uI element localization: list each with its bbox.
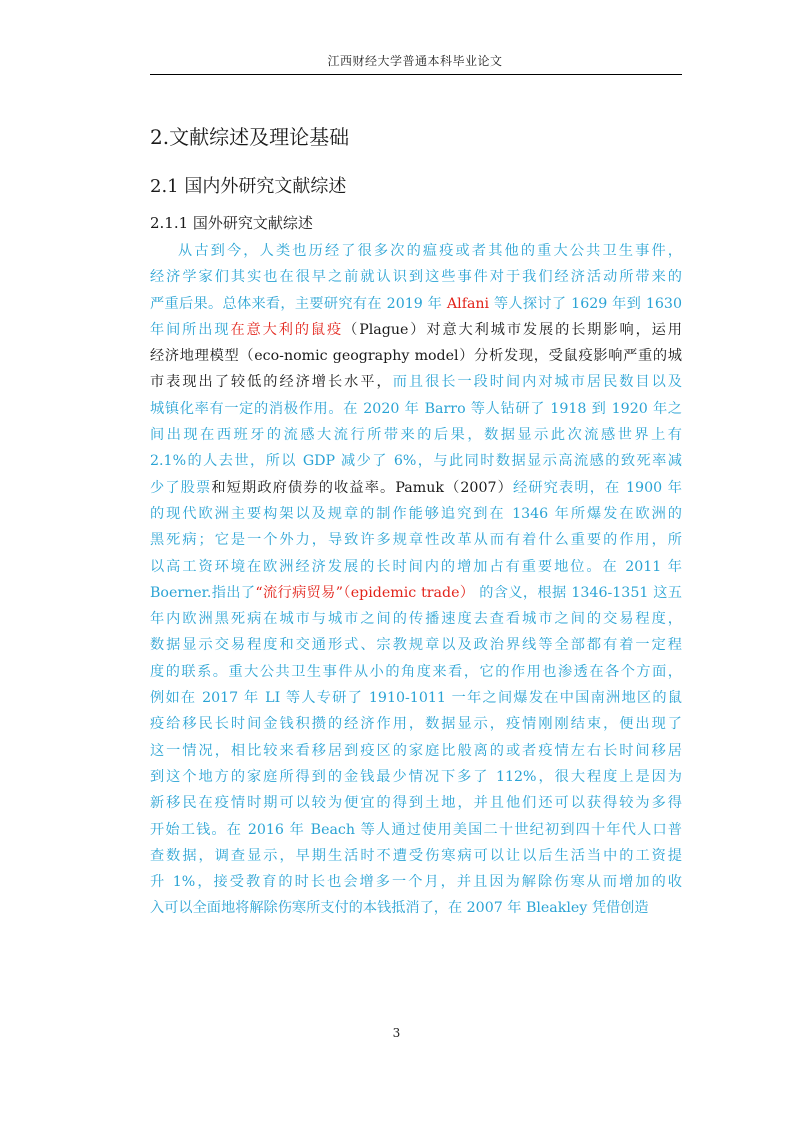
text-line [150, 238, 682, 264]
text-line [150, 895, 682, 921]
text-line [150, 685, 682, 711]
text-run: 的现代欧洲主要构架以及规章的制作能够追究到在 1346 年所爆发在欧洲的 [150, 505, 682, 522]
text-line [150, 580, 682, 606]
text-run: 入可以全面地将解除伤寒所支付的本钱抵消了，在 2007 年 Bleakley 凭借创造 [150, 900, 649, 917]
text-run: 黑死病；它是一个外力，导致许多规章性改革从而有着什么重要的作用，所 [150, 532, 682, 549]
body-paragraph [150, 238, 682, 922]
text-line [150, 475, 682, 501]
text-run: 的含义，根据 1346-1351 这五 [474, 584, 682, 601]
text-line [150, 422, 682, 448]
text-run: 年间所出现 [150, 321, 231, 338]
text-run: 严重后果。总体来看，主要研究有在 2019 年 [150, 295, 447, 312]
text-line [150, 632, 682, 658]
text-line [150, 501, 682, 527]
text-run: 经研究表明，在 1900 年 [513, 479, 682, 496]
text-run: 而且很长一段时间内对城市居民数目以及 [392, 374, 682, 391]
text-line [150, 869, 682, 895]
text-line [150, 554, 682, 580]
text-run: 等人探讨了 1629 年到 1630 [489, 295, 682, 312]
text-run: 市表现出了较低的经济增长水平， [150, 374, 393, 391]
text-line [150, 291, 682, 317]
chapter-heading: 2.文献综述及理论基础 [150, 125, 350, 149]
text-run: 开始工钱。在 2016 年 Beach 等人通过使用美国二十世纪初到四十年代人口普 [150, 821, 682, 838]
text-line [150, 738, 682, 764]
text-line [150, 317, 682, 343]
text-run: 数据显示交易程度和交通形式、宗教规章以及政治界线等全部都有着一定程 [150, 637, 682, 654]
text-line [150, 843, 682, 869]
text-line [150, 817, 682, 843]
text-line [150, 606, 682, 632]
text-line [150, 527, 682, 553]
text-run: 年内欧洲黑死病在城市与城市之间的传播速度去查看城市之间的交易程度， [150, 611, 682, 628]
page-header: 江西财经大学普通本科毕业论文 [327, 54, 503, 68]
text-run: 2.1%的人去世，所以 GDP 减少了 6%，与此同时数据显示高流感的致死率减 [150, 453, 682, 470]
text-run: 例如在 2017 年 LI 等人专研了 1910-1011 一年之间爆发在中国南洲地区的鼠 [150, 690, 682, 707]
text-run: （Plague）对意大利城市发展的长期影响，运用 [343, 321, 682, 338]
text-run: 经济学家们其实也在很早之前就认识到这些事件对于我们经济活动所带来的 [150, 269, 682, 286]
text-run: 查数据，调查显示，早期生活时不遭受伤寒病可以让以后生活当中的工资提 [150, 847, 682, 864]
text-run: 城镇化率有一定的消极作用。在 2020 年 Barro 等人钻研了 1918 到 1920 年之 [150, 400, 682, 417]
text-run: 度的联系。重大公共卫生事件从小的角度来看，它的作用也渗透在各个方面， [150, 663, 682, 680]
text-run: 到这个地方的家庭所得到的金钱最少情况下多了 112%，很大程度上是因为 [150, 768, 682, 785]
text-run: 少了股票 [150, 479, 212, 496]
text-run: 升 1%，接受教育的时长也会增多一个月，并且因为解除伤寒从而增加的收 [150, 874, 682, 891]
text-line [150, 764, 682, 790]
text-line [150, 711, 682, 737]
text-run: 经济地理模型（eco-nomic geography model）分析发现，受鼠疫影响严重的城 [150, 348, 682, 365]
text-line [150, 659, 682, 685]
text-run: Alfani [446, 295, 490, 312]
text-line [150, 264, 682, 290]
text-line [150, 343, 682, 369]
text-run: 间出现在西班牙的流感大流行所带来的后果，数据显示此次流感世界上有 [150, 427, 682, 444]
text-line [150, 448, 682, 474]
text-run: Boerner.指出了 [150, 584, 256, 601]
header-rule [150, 74, 682, 75]
text-run: 在意大利的鼠疫 [230, 321, 344, 338]
section-heading: 2.1 国内外研究文献综述 [150, 176, 347, 197]
text-run: “流行病贸易”（epidemic trade） [255, 584, 475, 601]
text-run: 疫给移民长时间金钱积攒的经济作用，数据显示，疫情刚刚结束，便出现了 [150, 716, 682, 733]
text-run: 新移民在疫情时期可以较为便宜的得到土地，并且他们还可以获得较为多得 [150, 795, 682, 812]
text-run: 从古到今，人类也历经了很多次的瘟疫或者其他的重大公共卫生事件， [178, 243, 682, 259]
text-run: 这一情况，相比较来看移居到疫区的家庭比般离的或者疫情左右长时间移居 [150, 742, 682, 759]
text-line [150, 790, 682, 816]
text-run: 以高工资环境在欧洲经济发展的长时间内的增加占有重要地位。在 2011 年 [150, 558, 682, 575]
text-line [150, 396, 682, 422]
page-number: 3 [392, 1026, 401, 1040]
text-run: 和短期政府债券的收益率。Pamuk（2007） [211, 479, 514, 496]
text-line [150, 369, 682, 395]
subsection-heading: 2.1.1 国外研究文献综述 [150, 214, 313, 232]
